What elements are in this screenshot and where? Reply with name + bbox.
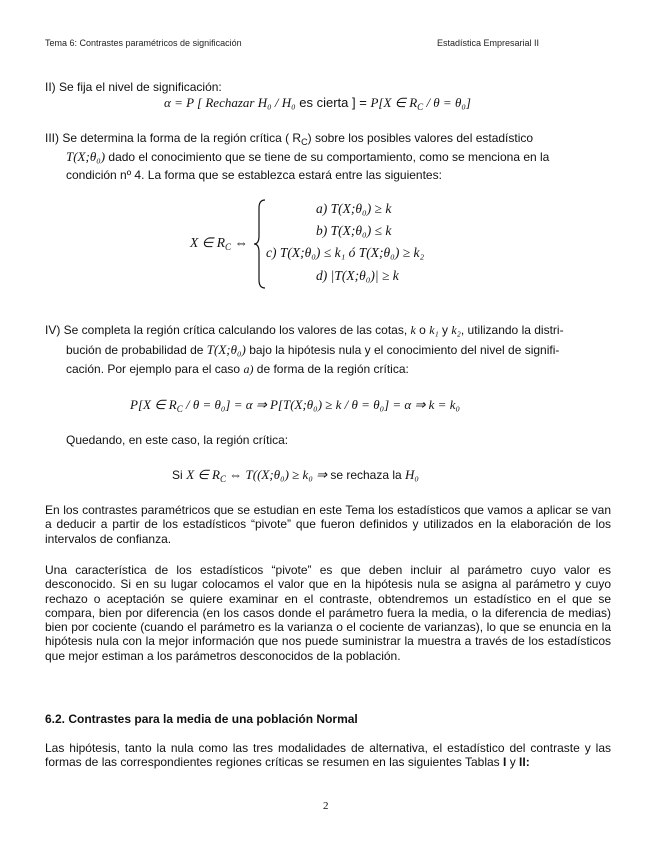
step2-rhs: P[X ∈ R — [370, 95, 418, 110]
step4-formula-a: P[X ∈ R — [130, 397, 177, 412]
case-c: c) T(X;θ₀) ≤ k₁ ó T(X;θ₀) ≥ k₂ — [266, 245, 425, 260]
cases-lhs-arrow: ⇔ — [231, 235, 248, 250]
step4-formula — [130, 397, 460, 414]
step3-line3: condición nº 4. La forma que se establezca estará entre las siguientes: — [66, 168, 442, 182]
step4-line1 — [45, 322, 564, 339]
page-number: 2 — [323, 800, 329, 812]
step3-line1-end: ) sobre los posibles valores del estadístico — [307, 131, 534, 145]
step3-line1-sub: C — [301, 137, 308, 147]
case-b: b) T(X;θ₀) ≤ k — [316, 223, 392, 238]
step4-k: k — [410, 323, 416, 337]
cases-lhs — [190, 235, 248, 252]
step2-formula — [164, 95, 471, 112]
section-intro-y: y — [506, 755, 520, 770]
step4-o: o — [415, 323, 430, 337]
section-intro — [45, 741, 611, 770]
step2-alpha-prefix: α = P [ Rechazar — [164, 95, 258, 110]
step4-final-sub: C — [220, 474, 227, 484]
step3-line1-text: III) Se determina la forma de la región crítica ( R — [45, 131, 302, 145]
step3-line2-text: dado el conocimiento que se tiene de su comportamiento, como se menciona en la — [105, 150, 550, 164]
step4-y: y — [438, 323, 452, 337]
step4-formula-sub: C — [176, 404, 183, 414]
step4-final-math: X ∈ R — [186, 467, 221, 482]
step4-quedando: Quedando, en este caso, la región crítica: — [66, 433, 289, 447]
left-curly-brace — [253, 198, 267, 290]
paragraph-1: En los contrastes paramétricos que se estudian en este Tema los estadísticos que vamos a aplicar se van a deducir a partir de los estadísticos “pivote” que fueron definidos y utilizados en la elaboración de los intervalos de confianza. — [45, 503, 611, 546]
step2-rhs-end: / θ = θ₀] — [423, 95, 471, 110]
section-intro-a: Las hipótesis, tanto la nula como las tres modalidades de alternativa, el estadístico del contraste y las formas de las correspondientes regiones críticas se resumen en las siguientes Tablas — [45, 741, 611, 770]
step4-line1-b: , utilizando la distri- — [460, 323, 564, 337]
step4-final-h: H₀ — [405, 467, 419, 482]
step3-line2-math: T(X;θ₀) — [66, 149, 106, 164]
header-left: Tema 6: Contrastes paramétricos de significación — [45, 38, 242, 48]
step4-line2 — [66, 341, 559, 359]
header-right: Estadística Empresarial II — [437, 38, 540, 48]
step4-formula-rest: / θ = θ₀] = α ⇒ P[T(X;θ₀) ≥ k / θ = θ₀] = α ⇒ k = k₀ — [182, 397, 460, 412]
step4-line2-math: T(X;θ₀) — [206, 342, 246, 357]
step2-text: II) Se fija el nivel de significación: — [45, 80, 222, 94]
step4-k2: k₂ — [451, 323, 461, 337]
section-title: 6.2. Contrastes para la media de una población Normal — [45, 712, 358, 726]
case-d: d) |T(X;θ₀)| ≥ k — [316, 268, 399, 283]
step4-line3-b: de forma de la región crítica: — [253, 362, 409, 376]
step4-line1-a: IV) Se completa la región crítica calculando los valores de las cotas, — [45, 323, 411, 337]
step4-final-text: se rechaza la — [327, 468, 406, 482]
step4-final — [172, 467, 419, 484]
step4-line2-a: bución de probabilidad de — [66, 343, 207, 357]
section-intro-I: I — [503, 755, 507, 770]
step3-line2 — [66, 148, 549, 166]
step4-line3-a: cación. Por ejemplo para el caso — [66, 362, 244, 376]
case-a: a) T(X;θ₀) ≥ k — [316, 201, 392, 216]
step4-line3-case: a) — [243, 362, 254, 376]
cases-lhs-sub: C — [225, 242, 232, 252]
step2-h: H₀ / H₀ — [257, 95, 296, 110]
step4-final-si: Si — [172, 468, 183, 482]
paragraph-2: Una característica de los estadísticos “pivote” es que deben incluir al parámetro cuyo valor es desconocido. Si en su lugar colocamos el valor que en la hipótesis nula se asigna al parámetro y cuyo rechazo o aceptación se quiere examinar en el contraste, obtendremos un estadístico en el que se compara, bien por diferencia (en los casos donde el parámetro fuera la media, o la diferencia de medias) bien por cociente (cuando el parámetro es la varianza o el cociente de varianzas), lo que se enuncia en la hipótesis nula con la mejor información que nos puede suministrar la muestra a través de los estadísticos que mejor estiman a los parámetros desconocidos de la población. — [45, 563, 611, 663]
step2-mid: es cierta ] = — [295, 95, 371, 110]
cases-lhs-text: X ∈ R — [190, 235, 226, 250]
step4-line2-b: bajo la hipótesis nula y el conocimiento del nivel de signifi- — [245, 343, 560, 357]
step4-line3 — [66, 361, 409, 378]
step4-final-mid: ⇔ T((X;θ₀) ≥ k₀ ⇒ — [226, 467, 327, 482]
section-intro-II: II: — [519, 755, 530, 770]
step2-rhs-sub: C — [417, 102, 424, 112]
step4-k1: k₁ — [429, 323, 439, 337]
